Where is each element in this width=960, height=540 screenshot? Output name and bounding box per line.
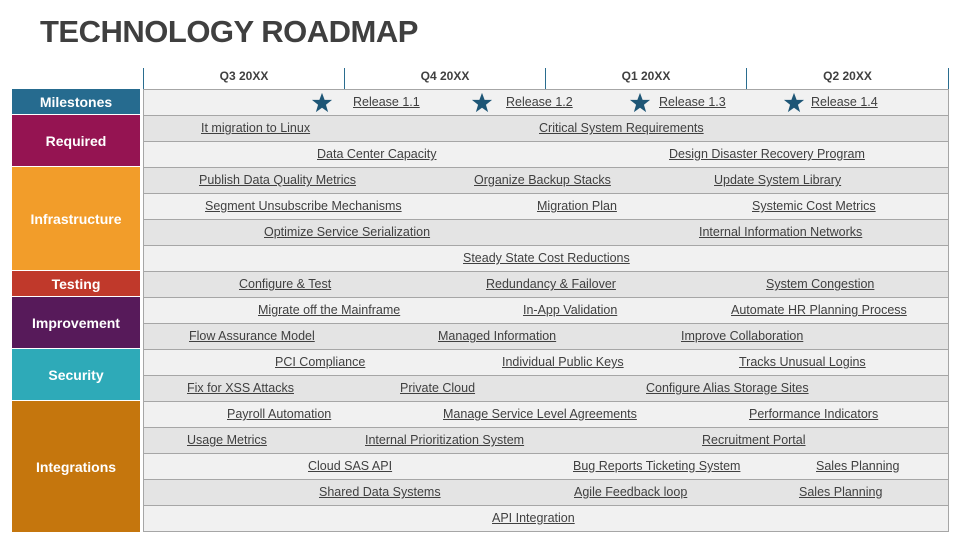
roadmap-item[interactable]: Tracks Unusual Logins — [739, 355, 866, 369]
roadmap-item[interactable]: Organize Backup Stacks — [474, 173, 611, 187]
roadmap-item[interactable]: Data Center Capacity — [317, 147, 437, 161]
roadmap-item[interactable]: Publish Data Quality Metrics — [199, 173, 357, 187]
integrations-row-2 — [143, 427, 949, 453]
roadmap-item[interactable]: Manage Service Level Agreements — [443, 407, 637, 421]
milestone-release-1-2[interactable]: Release 1.2 — [506, 95, 573, 109]
roadmap-item[interactable]: Recruitment Portal — [702, 433, 806, 447]
category-security: Security — [12, 349, 140, 401]
security-row-1 — [143, 349, 949, 375]
roadmap-item[interactable]: Sales Planning — [799, 485, 883, 499]
integrations-row-4 — [143, 479, 949, 505]
roadmap-item[interactable]: Internal Prioritization System — [365, 433, 525, 447]
milestone-release-1-1[interactable]: Release 1.1 — [353, 95, 420, 109]
roadmap-item[interactable]: Agile Feedback loop — [574, 485, 688, 499]
roadmap-item[interactable]: Configure Alias Storage Sites — [646, 381, 809, 395]
roadmap-item[interactable]: Systemic Cost Metrics — [752, 199, 876, 213]
timeline-header — [143, 68, 948, 89]
category-integrations: Integrations — [12, 401, 140, 532]
roadmap-item[interactable]: System Congestion — [766, 277, 875, 291]
roadmap-item[interactable]: Individual Public Keys — [502, 355, 624, 369]
roadmap-item[interactable]: Redundancy & Failover — [486, 277, 616, 291]
roadmap-item[interactable]: Sales Planning — [816, 459, 900, 473]
roadmap-item[interactable]: Performance Indicators — [749, 407, 879, 421]
category-required: Required — [12, 115, 140, 167]
testing-row-1 — [143, 271, 949, 297]
roadmap-item[interactable]: Design Disaster Recovery Program — [669, 147, 865, 161]
category-milestones: Milestones — [12, 89, 140, 115]
required-row-2 — [143, 141, 949, 167]
roadmap-item[interactable]: Migrate off the Mainframe — [258, 303, 401, 317]
star-icon — [471, 92, 493, 113]
quarter-q4: Q4 20XX — [344, 68, 545, 89]
roadmap-item[interactable]: PCI Compliance — [275, 355, 366, 369]
integrations-row-1 — [143, 401, 949, 427]
roadmap-item[interactable]: Fix for XSS Attacks — [187, 381, 294, 395]
roadmap-item[interactable]: Private Cloud — [400, 381, 476, 395]
roadmap-item[interactable]: It migration to Linux — [201, 121, 311, 135]
roadmap-item[interactable]: In-App Validation — [523, 303, 618, 317]
category-improvement: Improvement — [12, 297, 140, 349]
quarter-q1: Q1 20XX — [545, 68, 746, 89]
improvement-row-1 — [143, 297, 949, 323]
quarter-q2: Q2 20XX — [746, 68, 949, 89]
improvement-row-2 — [143, 323, 949, 349]
quarter-q3: Q3 20XX — [143, 68, 344, 89]
milestones-row — [143, 89, 949, 115]
integrations-row-3 — [143, 453, 949, 479]
roadmap-item[interactable]: Managed Information — [438, 329, 557, 343]
roadmap-item[interactable]: Internal Information Networks — [699, 225, 863, 239]
roadmap-item[interactable]: Automate HR Planning Process — [731, 303, 907, 317]
infrastructure-row-1 — [143, 167, 949, 193]
roadmap-item[interactable]: Steady State Cost Reductions — [463, 251, 630, 265]
roadmap-item[interactable]: Usage Metrics — [187, 433, 267, 447]
category-testing: Testing — [12, 271, 140, 297]
roadmap-item[interactable]: Flow Assurance Model — [189, 329, 315, 343]
roadmap-item[interactable]: Shared Data Systems — [319, 485, 441, 499]
roadmap-item[interactable]: Payroll Automation — [227, 407, 332, 421]
page-title: TECHNOLOGY ROADMAP — [40, 14, 418, 49]
category-infrastructure: Infrastructure — [12, 167, 140, 271]
roadmap-item[interactable]: Configure & Test — [239, 277, 332, 291]
roadmap-item[interactable]: Segment Unsubscribe Mechanisms — [205, 199, 402, 213]
star-icon — [783, 92, 805, 113]
roadmap-item[interactable]: Bug Reports Ticketing System — [573, 459, 741, 473]
infrastructure-row-4 — [143, 245, 949, 271]
roadmap-item[interactable]: Migration Plan — [537, 199, 617, 213]
milestone-release-1-4[interactable]: Release 1.4 — [811, 95, 878, 109]
roadmap-item[interactable]: Update System Library — [714, 173, 842, 187]
roadmap-item[interactable]: Optimize Service Serialization — [264, 225, 431, 239]
milestone-release-1-3[interactable]: Release 1.3 — [659, 95, 726, 109]
roadmap-item[interactable]: Improve Collaboration — [681, 329, 804, 343]
star-icon — [629, 92, 651, 113]
star-icon — [311, 92, 333, 113]
roadmap-item[interactable]: Critical System Requirements — [539, 121, 704, 135]
roadmap-item[interactable]: Cloud SAS API — [308, 459, 393, 473]
security-row-2 — [143, 375, 949, 401]
infrastructure-row-2 — [143, 193, 949, 219]
required-row-1 — [143, 115, 949, 141]
infrastructure-row-3 — [143, 219, 949, 245]
integrations-row-5 — [143, 505, 949, 532]
roadmap-item[interactable]: API Integration — [492, 511, 575, 525]
